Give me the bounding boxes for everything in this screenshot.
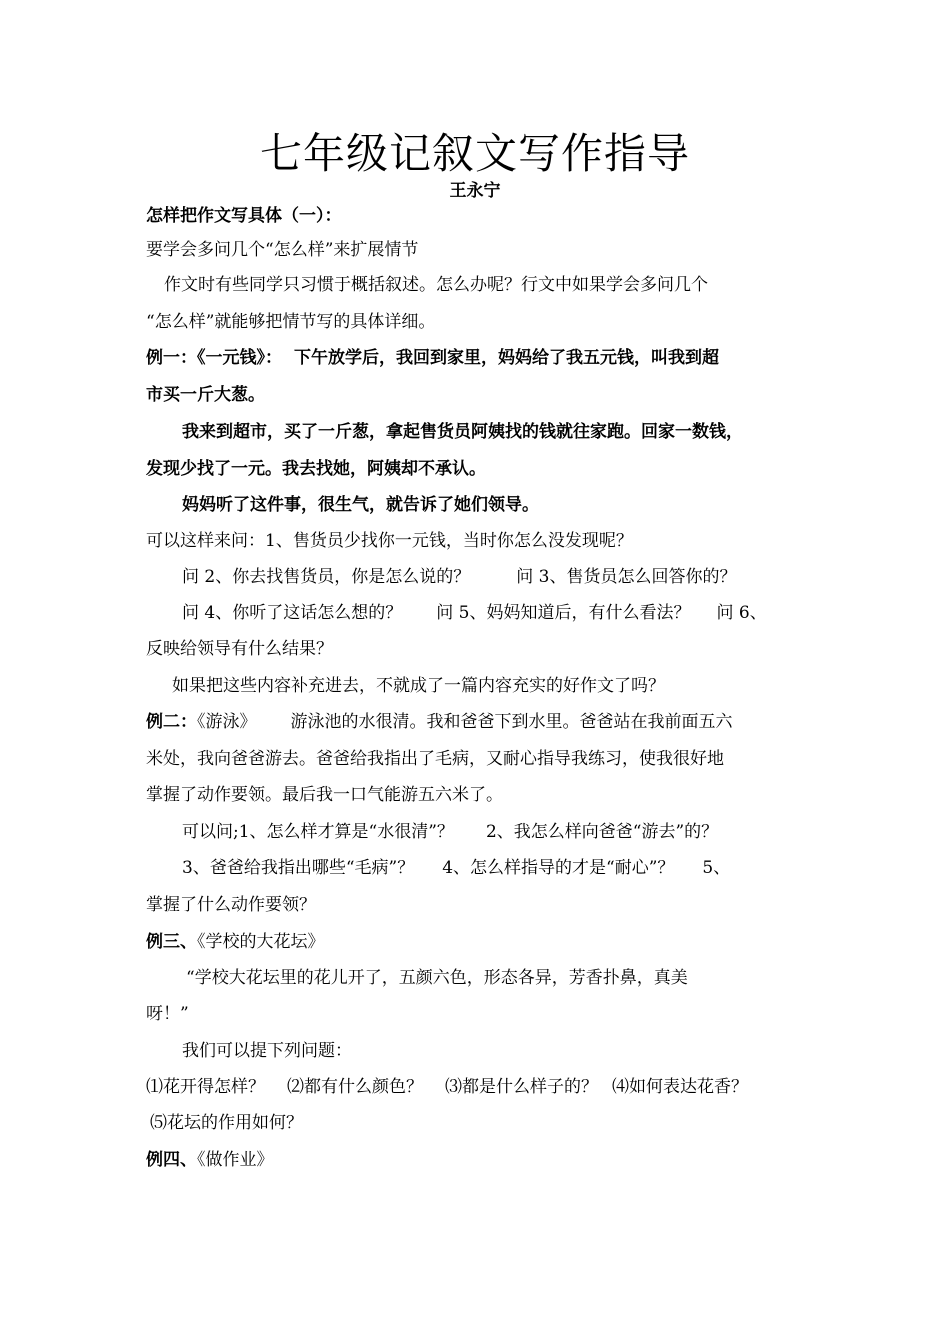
example1-label: 例一： [146, 348, 197, 368]
intro-line-1: 作文时有些同学只习惯于概括叙述。怎么办呢？行文中如果学会多问几个 [164, 275, 708, 295]
example2-text-1: 游泳池的水很清。我和爸爸下到水里。爸爸站在我前面五六 [290, 712, 733, 732]
example3-quote-1: “学校大花坛里的花儿开了，五颜六色，形态各异，芳香扑鼻，真美 [186, 968, 688, 988]
example4-title: 《做作业》 [197, 1150, 274, 1170]
example2-first-line [146, 710, 814, 734]
example3-quote-2: 呀！” [146, 1004, 189, 1024]
example2-text-3: 掌握了动作要领。最后我一口气能游五六米了。 [146, 785, 503, 805]
example2-text-2: 米处，我向爸爸游去。爸爸给我指出了毛病，又耐心指导我练习，使我很好地 [146, 749, 724, 769]
example1-conclusion: 如果把这些内容补充进去，不就成了一篇内容充实的好作文了吗？ [172, 676, 665, 696]
example1-question-5: 问 5、妈妈知道后，有什么看法？ [436, 603, 691, 623]
example1-title: 《一元钱》： [197, 348, 282, 368]
example2-question-5-cont: 掌握了什么动作要领？ [146, 895, 316, 915]
example3-questions-row-1 [146, 1075, 814, 1099]
example1-question-intro: 可以这样来问：1、售货员少找你一元钱，当时你怎么没发现呢？ [146, 531, 633, 551]
example2-question-4: 4、怎么样指导的才是“耐心”？ [442, 858, 675, 878]
example3-question-1: ⑴花开得怎样？ [146, 1077, 265, 1097]
example2-question-3: 3、爸爸给我指出哪些“毛病”？ [182, 858, 415, 878]
section-heading: 怎样把作文写具体（一）： [146, 206, 342, 226]
author-name: 王永宁 [449, 181, 501, 201]
example1-text-1: 下午放学后，我回到家里，妈妈给了我五元钱，叫我到超 [294, 348, 719, 368]
example3-question-intro: 我们可以提下列问题： [182, 1041, 352, 1061]
example2-question-1: 可以问;1、怎么样才算是“水很清”？ [182, 822, 454, 842]
intro-line-2: “怎么样”就能够把情节写的具体详细。 [146, 312, 436, 332]
example1-question-3: 问 3、售货员怎么回答你的？ [516, 567, 737, 587]
example1-questions-row-1 [182, 565, 850, 589]
example2-questions-row-2 [182, 856, 850, 880]
example3-question-3: ⑶都是什么样子的？ [445, 1077, 598, 1097]
example1-question-6-cont: 反映给领导有什么结果？ [146, 639, 333, 659]
example1-questions-row-2 [182, 601, 850, 625]
example1-question-2: 问 2、你去找售货员，你是怎么说的？ [182, 567, 471, 587]
example2-question-5: 5、 [702, 858, 731, 878]
example1-text-3: 我来到超市，买了一斤葱，拿起售货员阿姨找的钱就往家跑。回家一数钱， [182, 422, 743, 442]
example4-heading [146, 1148, 814, 1172]
subheading: 要学会多问几个“怎么样”来扩展情节 [146, 240, 419, 260]
example3-title: 《学校的大花坛》 [197, 932, 325, 952]
example1-question-4: 问 4、你听了这话怎么想的？ [182, 603, 403, 623]
example4-label: 例四、 [146, 1150, 197, 1170]
example1-first-line [146, 346, 814, 370]
example1-text-2: 市买一斤大葱。 [146, 385, 265, 405]
example3-question-2: ⑵都有什么颜色？ [287, 1077, 423, 1097]
example3-question-5: ⑸花坛的作用如何？ [150, 1113, 303, 1133]
example1-text-4: 发现少找了一元。我去找她，阿姨却不承认。 [146, 459, 486, 479]
example3-label: 例三、 [146, 932, 197, 952]
example1-question-6: 问 6、 [716, 603, 767, 623]
example3-heading [146, 930, 814, 954]
example1-text-5: 妈妈听了这件事，很生气，就告诉了她们领导。 [182, 495, 539, 515]
example2-label: 例二： [146, 712, 197, 732]
document-title: 七年级记叙文写作指导 [259, 129, 690, 178]
example3-question-4: ⑷如何表达花香？ [612, 1077, 748, 1097]
example2-question-2: 2、我怎么样向爸爸“游去”的？ [485, 822, 719, 842]
example2-title: 《游泳》 [197, 712, 257, 732]
example2-questions-row-1 [182, 820, 850, 844]
